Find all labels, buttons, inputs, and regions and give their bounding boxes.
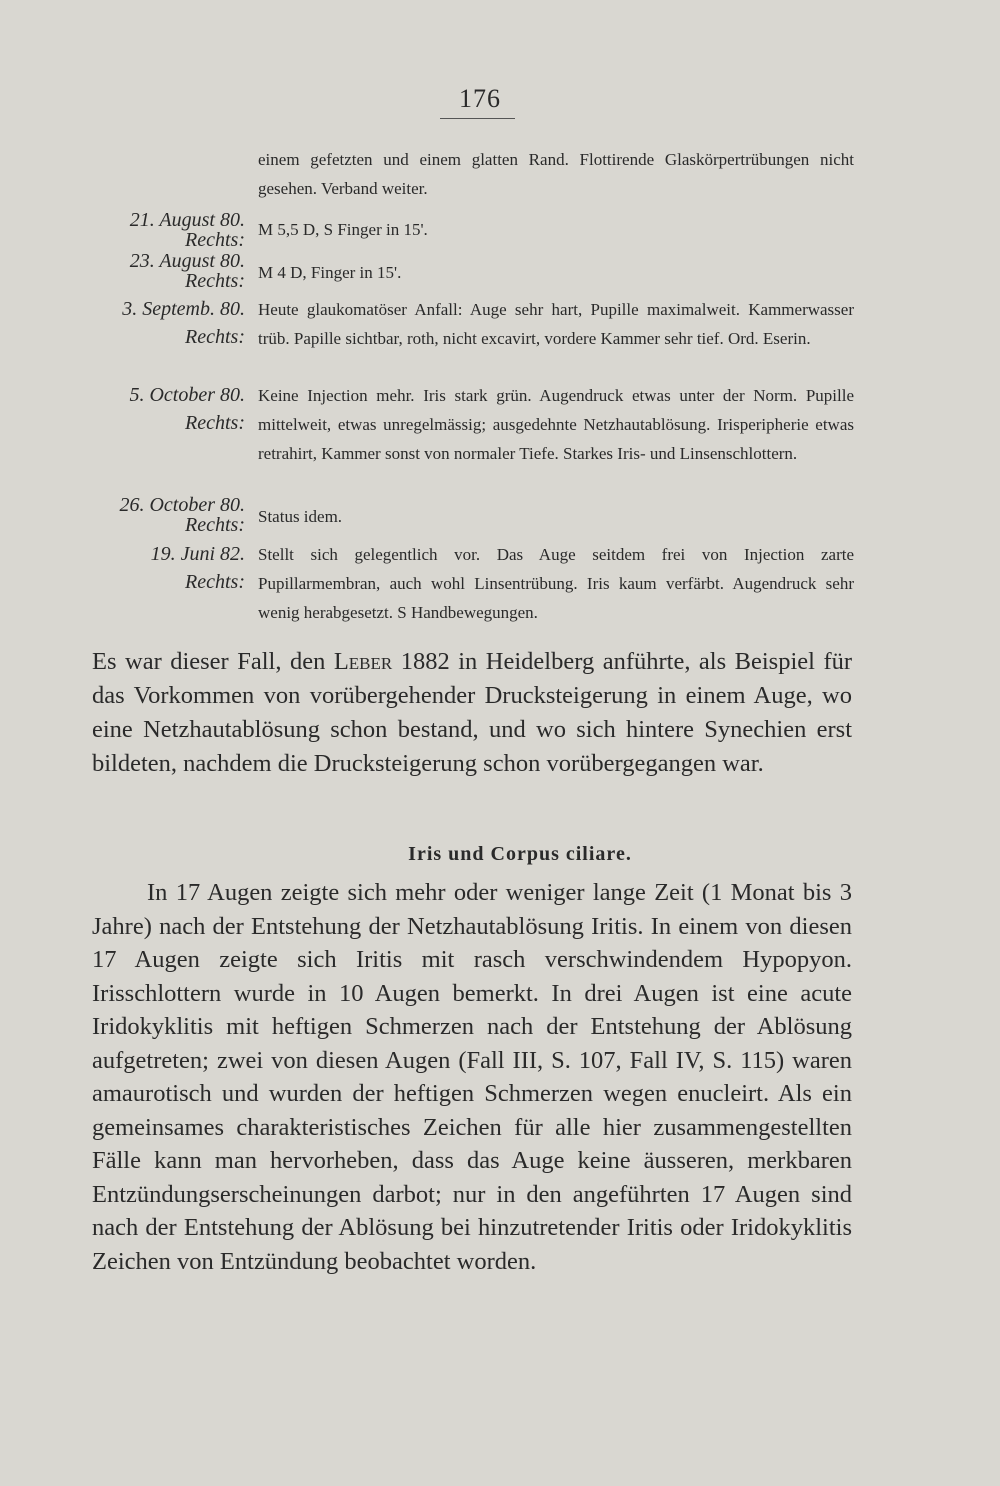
entry-date: 19. Juni 82. [150,543,245,565]
entry-text: M 5,5 D, S Finger in 15'. [258,220,428,239]
intro-text: einem gefetzten und einem glatten Rand. Flottirende Glaskörpertrübungen nicht gesehen. Verband weiter. [258,150,854,198]
entry-text: Stellt sich gelegentlich vor. Das Auge seitdem frei von Injection zarte Pupillarmembran, auch wohl Linsentrübung. Iris kaum verfärbt. Augendruck sehr wenig herabgesetzt. S Handbewegungen. [258,545,854,622]
main-para-after: 1882 in Heidelberg anführte, als Beispiel für das Vorkommen von vorübergehender Drucksteigerung in einem Auge, wo eine Netzhautablösung schon bestand, und wo sich hintere Synechien erst bildeten, nachdem die Drucksteigerung schon vorübergegangen war. [92,648,853,777]
author-name: Leber [333,648,393,675]
entry-side: Rechts: [185,571,245,593]
page-number-rule [440,118,515,119]
entry-side: Rechts: [185,326,245,348]
entry-date: 3. Septemb. 80. [122,298,245,320]
entry-text: Keine Injection mehr. Iris stark grün. Augendruck etwas unter der Norm. Pupille mittelweit, etwas unregelmässig; ausgedehnte Netzhautablösung. Irisperipherie etwas retrahirt, Kammer sonst von normaler Tiefe. Starkes Iris- und Linsenschlottern. [258,386,854,463]
entry-date: 23. August 80. [129,250,245,272]
entry-side: Rechts: [185,229,245,251]
entry-date: 21. August 80. [129,209,245,231]
entry-side: Rechts: [185,412,245,434]
entry-text: Status idem. [258,507,343,526]
section-heading: Iris und Corpus ciliare. [408,843,632,865]
entry-date: 5. October 80. [129,384,245,406]
body-paragraph: In 17 Augen zeigte sich mehr oder weniger lange Zeit (1 Monat bis 3 Jahre) nach der Entstehung der Netzhautablösung Iritis. In einem von diesen 17 Augen zeigte sich Iritis mit rasch verschwindendem Hypopyon. Irisschlottern wurde in 10 Augen bemerkt. In drei Augen ist eine acute Iridokyklitis mit heftigen Schmerzen nach der Entstehung der Ablösung aufgetreten; zwei von diesen Augen (Fall III, S. 107, Fall IV, S. 115) waren amaurotisch und wurden der heftigen Schmerzen wegen enucleirt. Als ein gemeinsames charakteristisches Zeichen für alle hier zusammengestellten Fälle kann man hervorheben, dass das Auge keine äusseren, merkbaren Entzündungserscheinungen darbot; nur in den angeführten 17 Augen sind nach der Entstehung der Ablösung bei hinzutretender Iritis oder Iridokyklitis Zeichen von Entzündung beobachtet worden. [92,879,852,1275]
entry-text: Heute glaukomatöser Anfall: Auge sehr hart, Pupille maximalweit. Kammerwasser trüb. Papille sichtbar, roth, nicht excavirt, vordere Kammer sehr tief. Ord. Eserin. [258,300,854,348]
main-paragraph [92,645,852,781]
main-para-before: Es war dieser Fall, den [92,648,326,675]
entry-side: Rechts: [185,270,245,292]
entry-text: M 4 D, Finger in 15'. [258,263,402,282]
entry-side: Rechts: [185,514,245,536]
page-number: 176 [459,84,501,113]
entry-date: 26. October 80. [119,494,245,516]
